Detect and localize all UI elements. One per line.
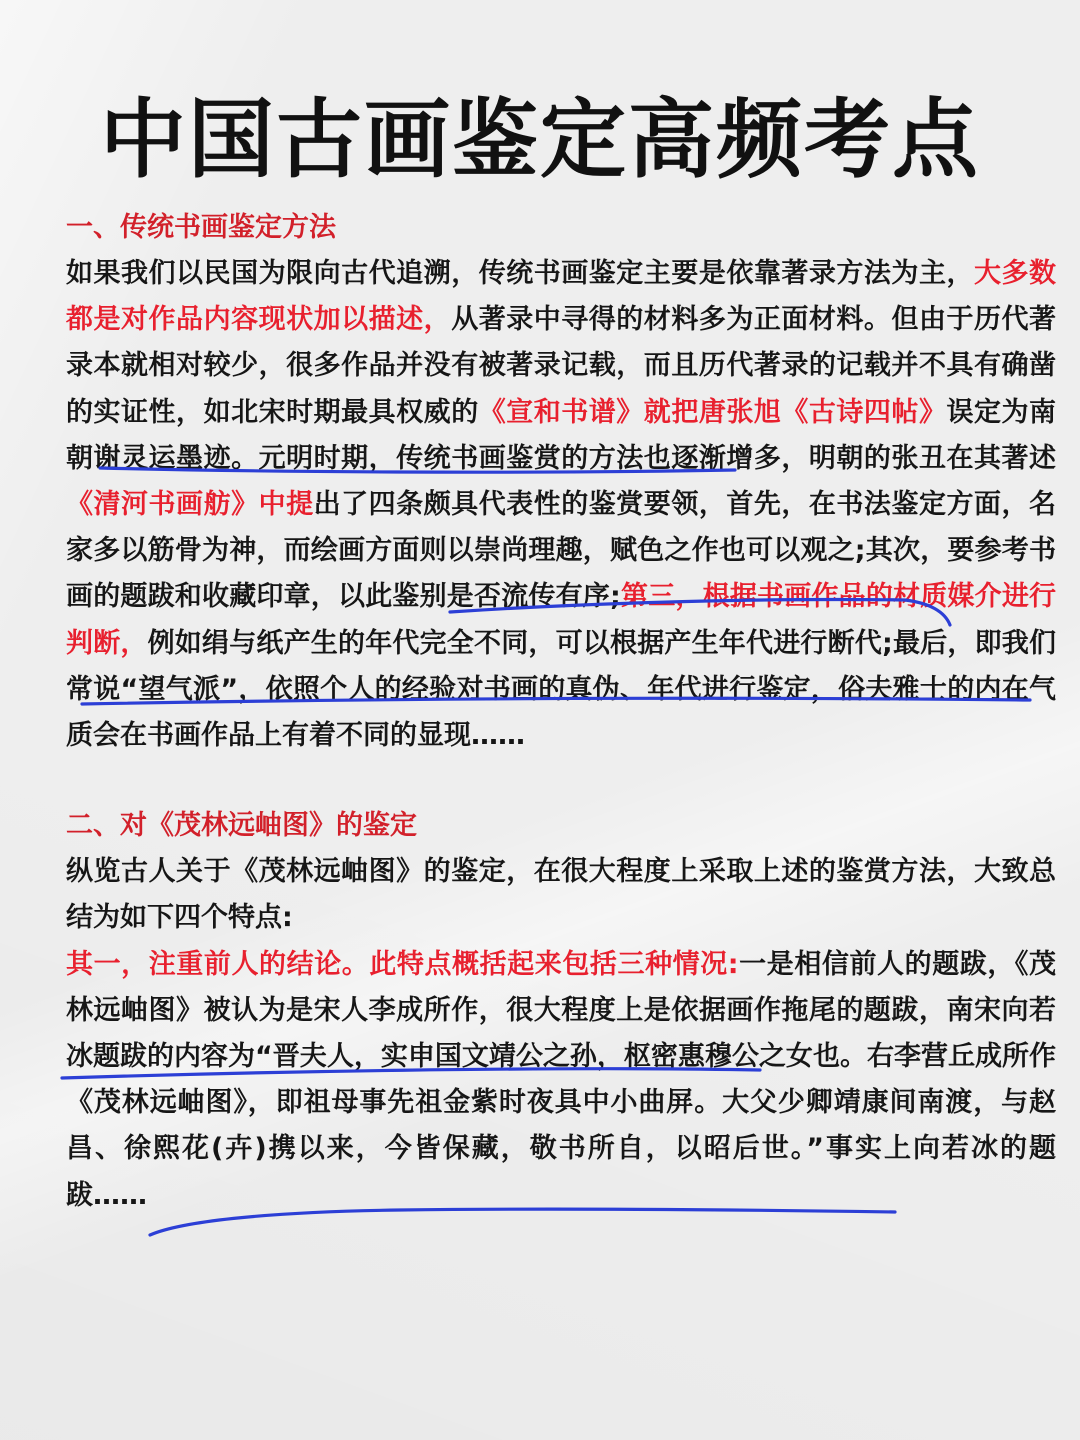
highlight-text: 《宣和书谱》就把唐张旭《古诗四帖》 [478, 396, 947, 428]
text-run: 如果我们以民国为限向古代追溯，传统书画鉴定主要是依靠著录方法为主， [66, 258, 974, 289]
text-run: 出了四条颇具代表性的鉴赏要领，首先，在书法鉴定方面，名家多以筋骨为神，而绘画方面则以崇尚理趣，赋色之作也可以观之;其次，要参考书画的题跋和收藏印章，以此鉴别是否流传有序; [66, 489, 1057, 613]
article-body [66, 205, 1056, 1219]
highlight-text: 第三，根据书画作品的材质媒介进行判断， [66, 581, 1057, 659]
section-paragraph [66, 251, 1056, 759]
section-paragraph [66, 849, 1056, 1219]
text-run: 例如绢与纸产生的年代完全不同，可以根据产生年代进行断代;最后，即我们常说“望气派”，依照个人的经验对书画的真伪、年代进行鉴定，俗夫雅士的内在气质会在书画作品上有着不同的显现…… [66, 627, 1057, 752]
highlight-text: 《清河书画舫》中提 [66, 489, 314, 521]
text-run: 纵览古人关于《茂林远岫图》的鉴定，在很大程度上采取上述的鉴赏方法，大致总结为如下四个特点: [66, 856, 1056, 934]
section-maolin-painting [66, 803, 1056, 1219]
text-run: 一是相信前人的题跋，《茂林远岫图》被认为是宋人李成所作，很大程度上是依据画作拖尾的题跋，南宋向若冰题跋的内容为“晋夫人，实申国文靖公之孙，枢密惠穆公之女也。右李营丘成所作《茂林远岫图》，即祖母事先祖金紫时夜具中小曲屏。大父少卿靖康间南渡，与赵昌、徐熙花(卉)携以来，今皆保藏，敬书所自，以昭后世。”事实上向若冰的题跋…… [66, 948, 1057, 1211]
page-title: 中国古画鉴定高频考点 [100, 89, 980, 190]
section-heading: 一、传统书画鉴定方法 [66, 212, 336, 243]
highlight-text: 其一，注重前人的结论。此特点概括起来包括三种情况: [66, 948, 739, 980]
section-heading: 二、对《茂林远岫图》的鉴定 [66, 810, 417, 842]
section-gap [66, 759, 1056, 803]
text-run: 从著录中寻得的材料多为正面材料。但由于历代著录本就相对较少，很多作品并没有被著录记载，而且历代著录的记载并不具有确凿的实证性，如北宋时期最具权威的 [66, 304, 1057, 428]
text-run: 误定为南朝谢灵运墨迹。元明时期，传统书画鉴赏的方法也逐渐增多，明朝的张丑在其著述 [66, 396, 1057, 474]
section-traditional-methods [66, 205, 1056, 759]
highlight-text: 大多数都是对作品内容现状加以描述， [66, 258, 1057, 336]
